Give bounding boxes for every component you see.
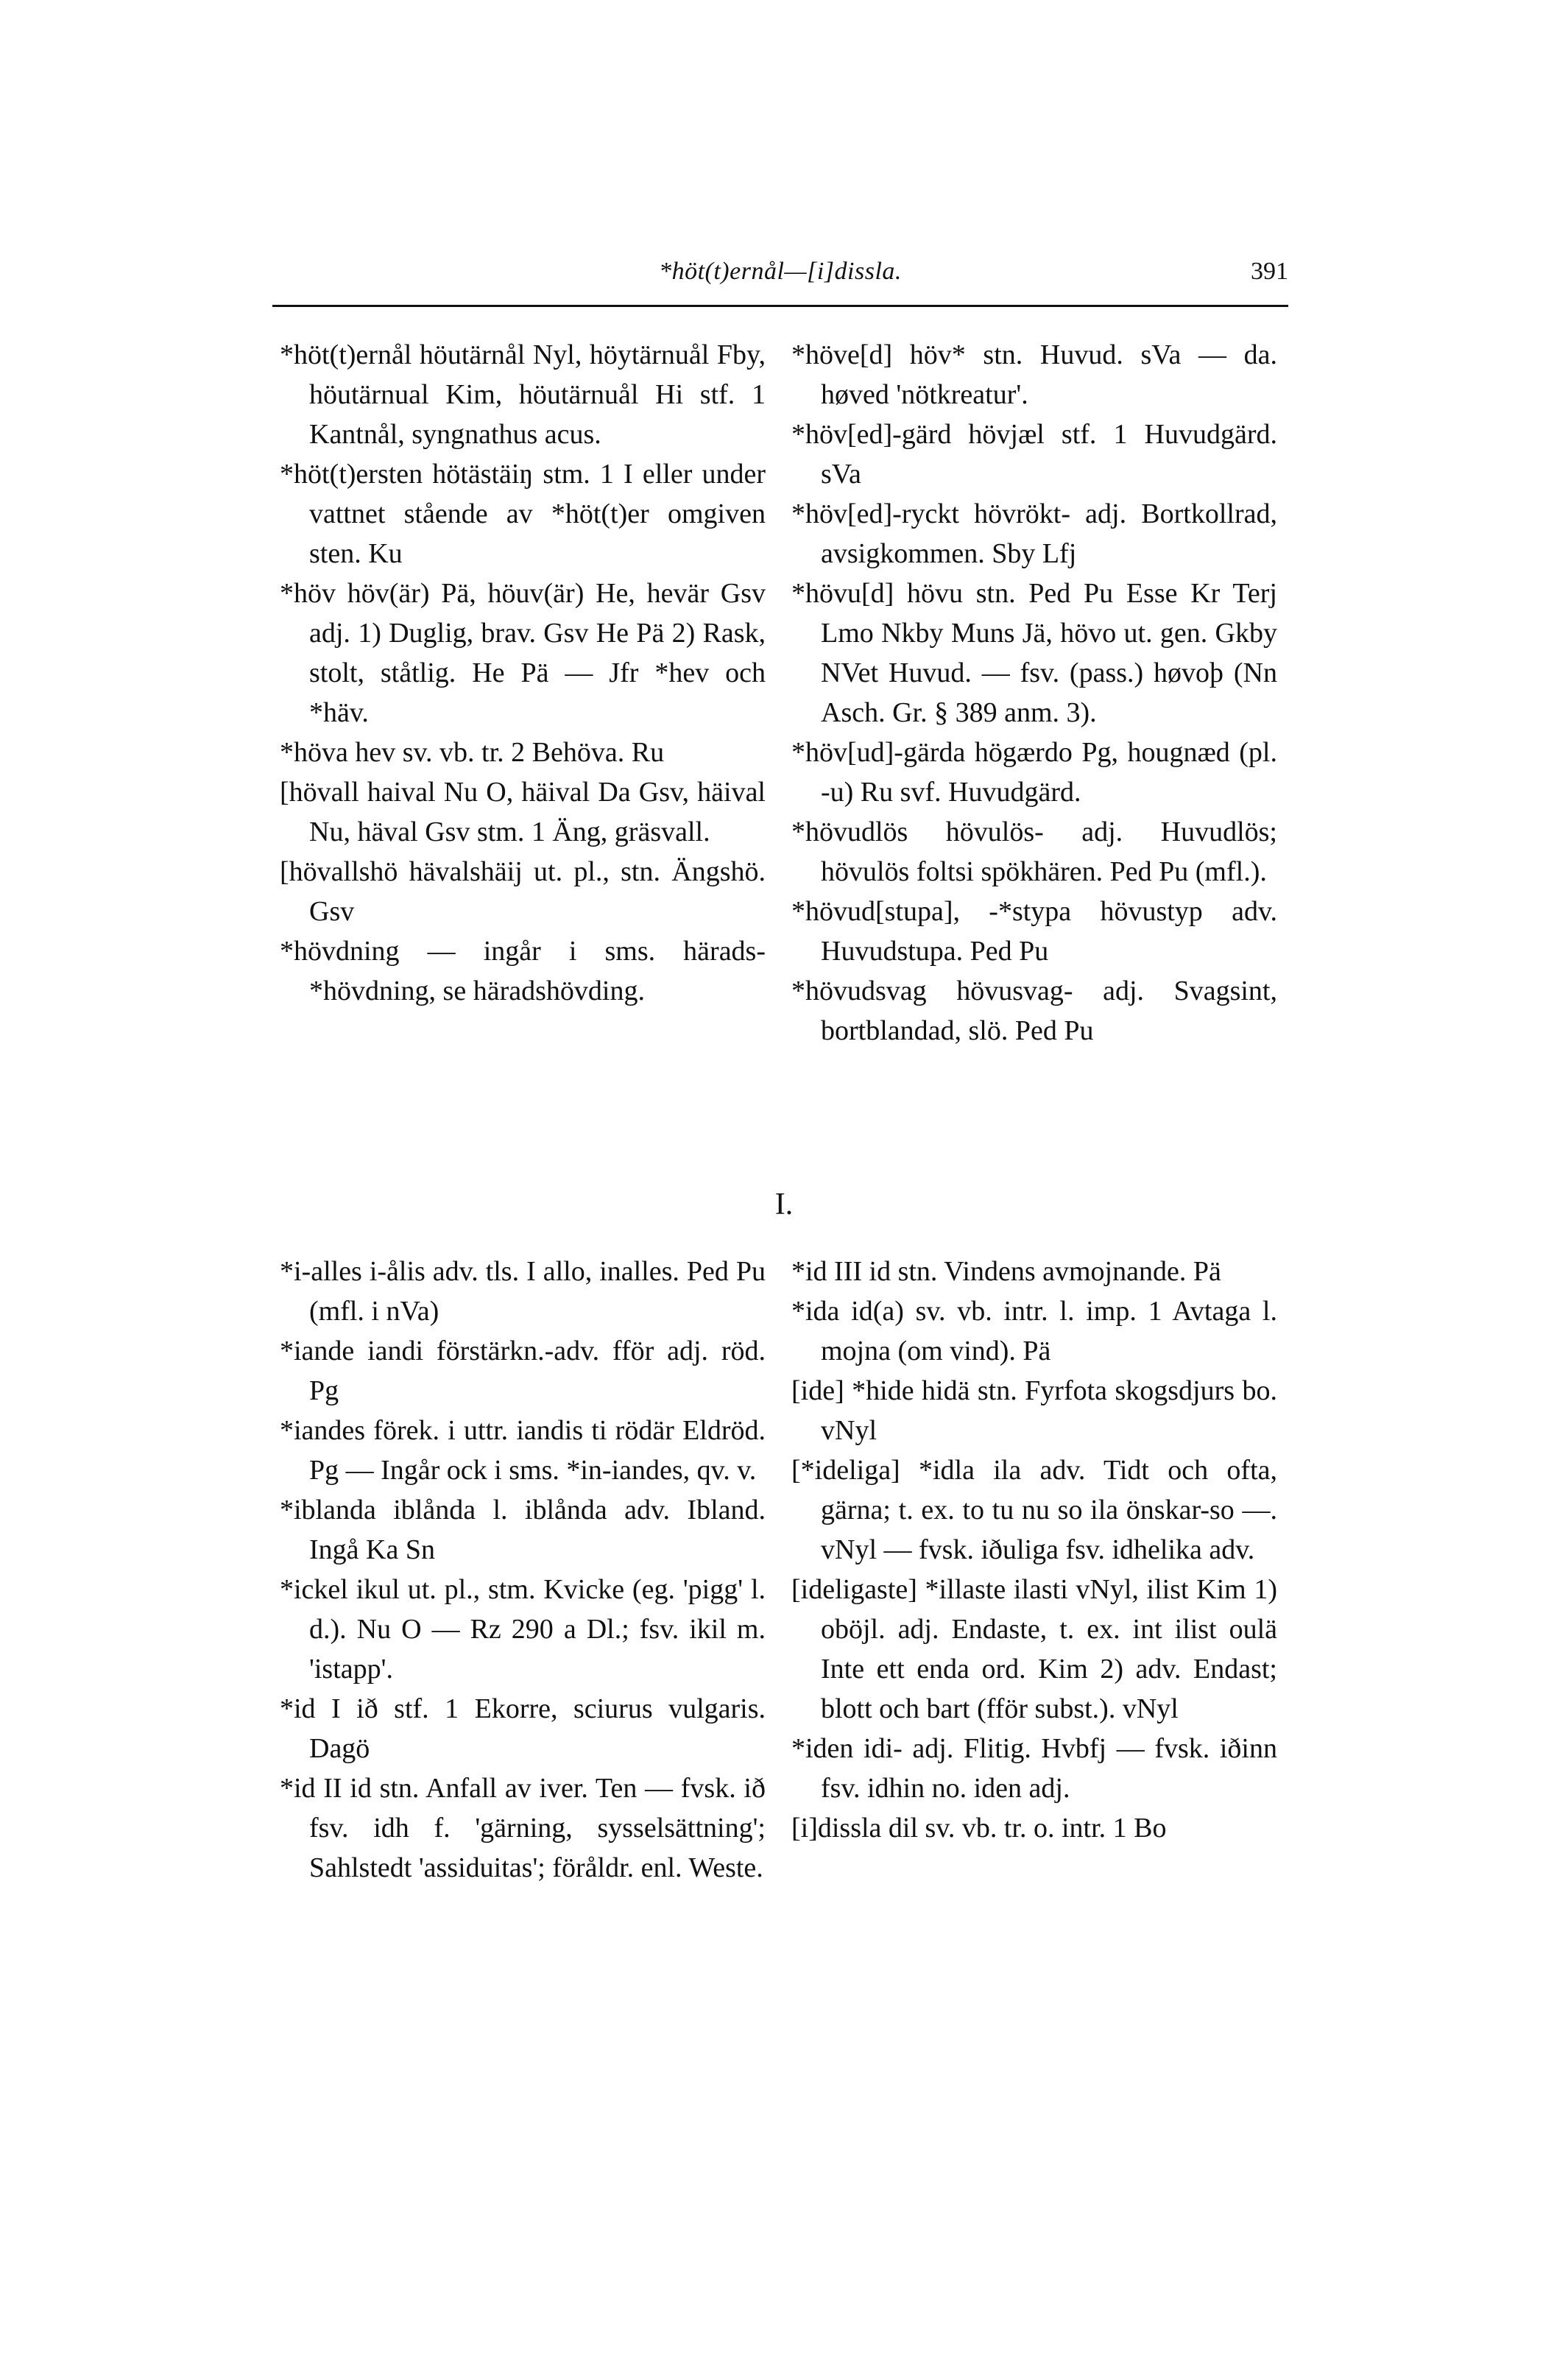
running-title: *höt(t)ernål—[i]dissla. bbox=[659, 258, 902, 285]
entry: *hövudlös hövulös- adj. Huvudlös; hövulös foltsi spökhären. Ped Pu (mfl.). bbox=[791, 816, 1277, 887]
entry: *hövudsvag hövusvag- adj. Svagsint, bortblandad, slö. Ped Pu bbox=[791, 976, 1277, 1046]
entry: *höv höv(är) Pä, höuv(är) He, hevär Gsv adj. 1) Duglig, brav. Gsv He Pä 2) Rask, stolt, ståtlig. He Pä — Jfr *hev och *häv. bbox=[280, 578, 766, 728]
column-upper-left bbox=[280, 335, 766, 1011]
entry: *ida id(a) sv. vb. intr. l. imp. 1 Avtaga l. mojna (om vind). Pä bbox=[791, 1296, 1277, 1366]
entry: *hövu[d] hövu stn. Ped Pu Esse Kr Terj Lmo Nkby Muns Jä, hövo ut. gen. Gkby NVet Huvud. — fsv. (pass.) høvoþ (Nn Asch. Gr. § 389 anm. 3). bbox=[791, 578, 1277, 728]
column-upper-right bbox=[791, 335, 1277, 1051]
page-number: 391 bbox=[1251, 258, 1288, 285]
page-header bbox=[272, 258, 1288, 302]
entry: *höva hev sv. vb. tr. 2 Behöva. Ru bbox=[280, 737, 665, 768]
entry: *id II id stn. Anfall av iver. Ten — fvsk. ið fsv. idh f. 'gärning, sysselsättning'; Sahlstedt 'assiduitas'; föråldr. enl. Weste. bbox=[280, 1773, 766, 1883]
entry: *höt(t)ersten hötästäiŋ stm. 1 I eller under vattnet stående av *höt(t)er omgiven sten. Ku bbox=[280, 459, 766, 569]
entry: [hövall haival Nu O, häival Da Gsv, häival Nu, häval Gsv stm. 1 Äng, gräsvall. bbox=[280, 777, 766, 847]
entry: *iande iandi förstärkn.-adv. fför adj. röd. Pg bbox=[280, 1336, 766, 1406]
entry: [ideligaste] *illaste ilasti vNyl, ilist Kim 1) oböjl. adj. Endaste, t. ex. int ilist oulä Inte ett enda ord. Kim 2) adv. Endast; blott och bart (fför subst.). vNyl bbox=[791, 1574, 1277, 1724]
entry: *höv[ed]-ryckt hövrökt- adj. Bortkollrad, avsigkommen. Sby Lfj bbox=[791, 498, 1277, 569]
entry: *höv[ed]-gärd hövjæl stf. 1 Huvudgärd. sVa bbox=[791, 419, 1277, 490]
header-rule bbox=[272, 305, 1288, 307]
entry: *hövdning — ingår i sms. härads-*hövdning, se häradshövding. bbox=[280, 936, 766, 1006]
entry: [hövallshö hävalshäij ut. pl., stn. Ängshö. Gsv bbox=[280, 856, 766, 927]
entry: [i]dissla dil sv. vb. tr. o. intr. 1 Bo bbox=[791, 1813, 1167, 1844]
entry: *id I ið stf. 1 Ekorre, sciurus vulgaris. Dagö bbox=[280, 1693, 766, 1764]
entry: *höve[d] höv* stn. Huvud. sVa — da. høved 'nötkreatur'. bbox=[791, 339, 1277, 410]
column-lower-right bbox=[791, 1252, 1277, 1848]
entry: *höv[ud]-gärda högærdo Pg, hougnæd (pl. -u) Ru svf. Huvudgärd. bbox=[791, 737, 1277, 808]
entry: *i-alles i-ålis adv. tls. I allo, inalles. Ped Pu (mfl. i nVa) bbox=[280, 1256, 766, 1327]
entry: *iblanda iblånda l. iblånda adv. Ibland. Ingå Ka Sn bbox=[280, 1495, 766, 1565]
entry: *iden idi- adj. Flitig. Hvbfj — fvsk. iðinn fsv. idhin no. iden adj. bbox=[791, 1733, 1277, 1804]
entry: *ickel ikul ut. pl., stm. Kvicke (eg. 'pigg' l. d.). Nu O — Rz 290 a Dl.; fsv. ikil m. 'istapp'. bbox=[280, 1574, 766, 1685]
entry: [*ideliga] *idla ila adv. Tidt och ofta, gärna; t. ex. to tu nu so ila önskar-so —. vNyl — fvsk. iðuliga fsv. idhelika adv. bbox=[791, 1455, 1277, 1565]
entry: *iandes förek. i uttr. iandis ti rödär Eldröd. Pg — Ingår ock i sms. *in-iandes, qv. v. bbox=[280, 1415, 766, 1486]
entry: *höt(t)ernål höutärnål Nyl, höytärnuål Fby, höutärnual Kim, höutärnuål Hi stf. 1 Kantnål, syngnathus acus. bbox=[280, 339, 766, 450]
column-lower-left bbox=[280, 1252, 766, 1888]
entry: *hövud[stupa], -*stypa hövustyp adv. Huvudstupa. Ped Pu bbox=[791, 896, 1277, 967]
section-letter: I. bbox=[774, 1188, 794, 1221]
entry: *id III id stn. Vindens avmojnande. Pä bbox=[791, 1256, 1221, 1287]
entry: [ide] *hide hidä stn. Fyrfota skogsdjurs bo. vNyl bbox=[791, 1375, 1277, 1446]
